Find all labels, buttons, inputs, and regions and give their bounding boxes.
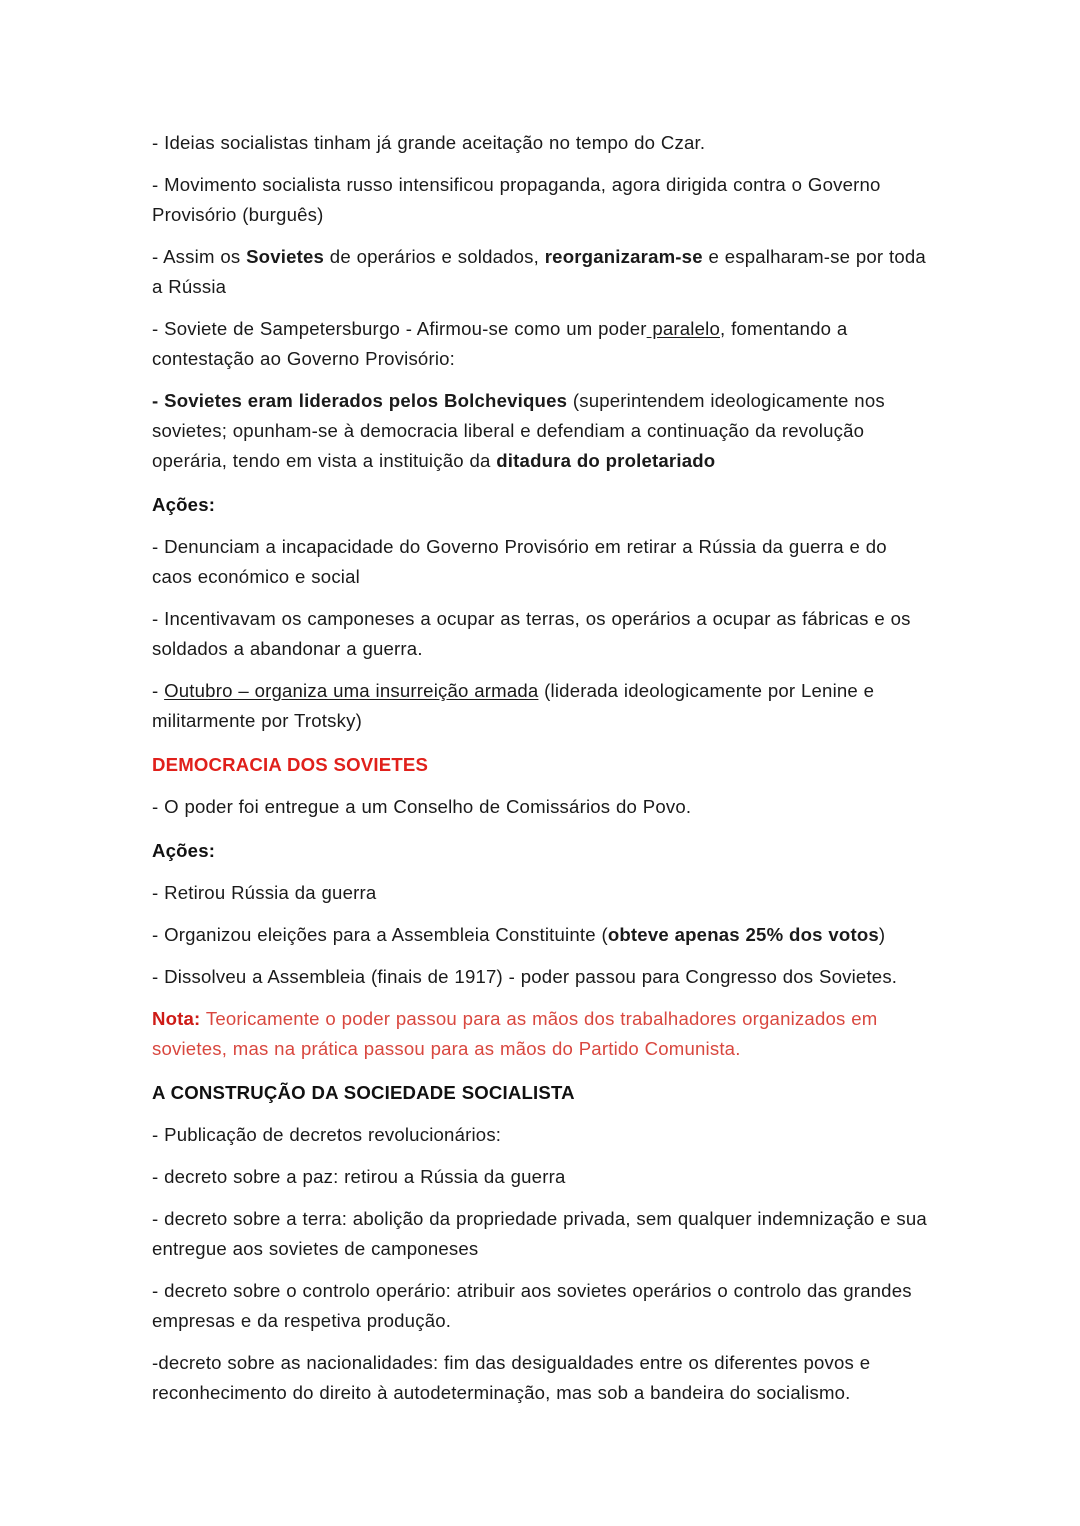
text-run: - Ideias socialistas tinham já grande aceitação no tempo do Czar.: [152, 132, 706, 153]
heading-a-construcao-da-sociedade-socialista: [152, 1078, 932, 1108]
paragraph-denunciam-incapacidade: [152, 532, 932, 592]
text-run: - Incentivavam os camponeses a ocupar as terras, os operários a ocupar as fábricas e os soldados a abandonar a guerra.: [152, 608, 911, 659]
heading-acoes-bolcheviques: [152, 490, 932, 520]
paragraph-nota-partido-comunista: [152, 1004, 932, 1064]
paragraph-organizou-eleicoes: [152, 920, 932, 950]
text-run: -decreto sobre as nacionalidades: fim das desigualdades entre os diferentes povos e reconhecimento do direito à autodeterminação, mas sob a bandeira do socialismo.: [152, 1352, 871, 1403]
paragraph-incentivavam-camponeses: [152, 604, 932, 664]
text-run: - decreto sobre a paz: retirou a Rússia da guerra: [152, 1166, 566, 1187]
paragraph-decreto-sobre-a-terra: [152, 1204, 932, 1264]
text-run: - Dissolveu a Assembleia (finais de 1917) - poder passou para Congresso dos Sovietes.: [152, 966, 898, 987]
paragraph-decreto-controlo-operario: [152, 1276, 932, 1336]
heading-acoes-sovietes: [152, 836, 932, 866]
paragraph-retirou-russia-guerra: [152, 878, 932, 908]
text-run: DEMOCRACIA DOS SOVIETES: [152, 754, 429, 775]
text-run: Ações:: [152, 494, 216, 515]
text-run: Ações:: [152, 840, 216, 861]
paragraph-movimento-socialista: [152, 170, 932, 230]
text-run: paralelo: [646, 318, 720, 339]
heading-democracia-dos-sovietes: [152, 750, 932, 780]
text-run: Outubro – organiza uma insurreição armada: [164, 680, 539, 701]
paragraph-decreto-nacionalidades: [152, 1348, 932, 1408]
text-run: -: [152, 680, 165, 701]
text-run: - decreto sobre o controlo operário: atribuir aos sovietes operários o controlo das grandes empresas e da respetiva produção.: [152, 1280, 912, 1331]
text-run: - Soviete de Sampetersburgo - Afirmou-se como um poder: [152, 318, 647, 339]
paragraph-ideias-socialistas: [152, 128, 932, 158]
text-run: - Retirou Rússia da guerra: [152, 882, 377, 903]
text-run: de operários e soldados,: [324, 246, 545, 267]
text-run: , fomentando a contestação ao Governo Provisório:: [152, 318, 848, 369]
text-run: - decreto sobre a terra: abolição da propriedade privada, sem qualquer indemnização e sua entregue aos sovietes de camponeses: [152, 1208, 927, 1259]
text-run: Teoricamente o poder passou para as mãos dos trabalhadores organizados em sovietes, mas na prática passou para as mãos do Partido Comunista.: [152, 1008, 878, 1059]
document-text-column: [152, 128, 932, 1408]
text-run: obteve apenas 25% dos votos: [607, 924, 879, 945]
paragraph-poder-conselho-comissarios: [152, 792, 932, 822]
text-run: - Movimento socialista russo intensificou propaganda, agora dirigida contra o Governo Provisório (burguês): [152, 174, 881, 225]
text-run: Sovietes: [246, 246, 325, 267]
text-run: - Assim os: [152, 246, 247, 267]
text-run: - Sovietes eram liderados pelos Bolcheviques: [152, 390, 568, 411]
paragraph-publicacao-decretos: [152, 1120, 932, 1150]
paragraph-decreto-sobre-a-paz: [152, 1162, 932, 1192]
text-run: (liderada ideologicamente por Lenine e militarmente por Trotsky): [152, 680, 875, 731]
text-run: A CONSTRUÇÃO DA SOCIEDADE SOCIALISTA: [152, 1082, 575, 1103]
paragraph-dissolveu-assembleia: [152, 962, 932, 992]
text-run: ): [878, 924, 886, 945]
text-run: - Organizou eleições para a Assembleia Constituinte (: [152, 924, 608, 945]
text-run: ditadura do proletariado: [496, 450, 716, 471]
text-run: - Publicação de decretos revolucionários:: [152, 1124, 502, 1145]
text-run: - O poder foi entregue a um Conselho de Comissários do Povo.: [152, 796, 692, 817]
paragraph-assim-os-sovietes: [152, 242, 932, 302]
paragraph-soviete-sampetersburgo: [152, 314, 932, 374]
paragraph-sovietes-liderados-bolcheviques: [152, 386, 932, 476]
paragraph-outubro-insurreicao: [152, 676, 932, 736]
text-run: Nota:: [152, 1008, 201, 1029]
text-run: reorganizaram-se: [544, 246, 703, 267]
text-run: - Denunciam a incapacidade do Governo Provisório em retirar a Rússia da guerra e do caos económico e social: [152, 536, 887, 587]
text-run: (superintendem ideologicamente nos sovietes; opunham-se à democracia liberal e defendiam a continuação da revolução operária, tendo em vista a instituição da: [152, 390, 885, 471]
text-run: e espalharam-se por toda a Rússia: [152, 246, 926, 297]
